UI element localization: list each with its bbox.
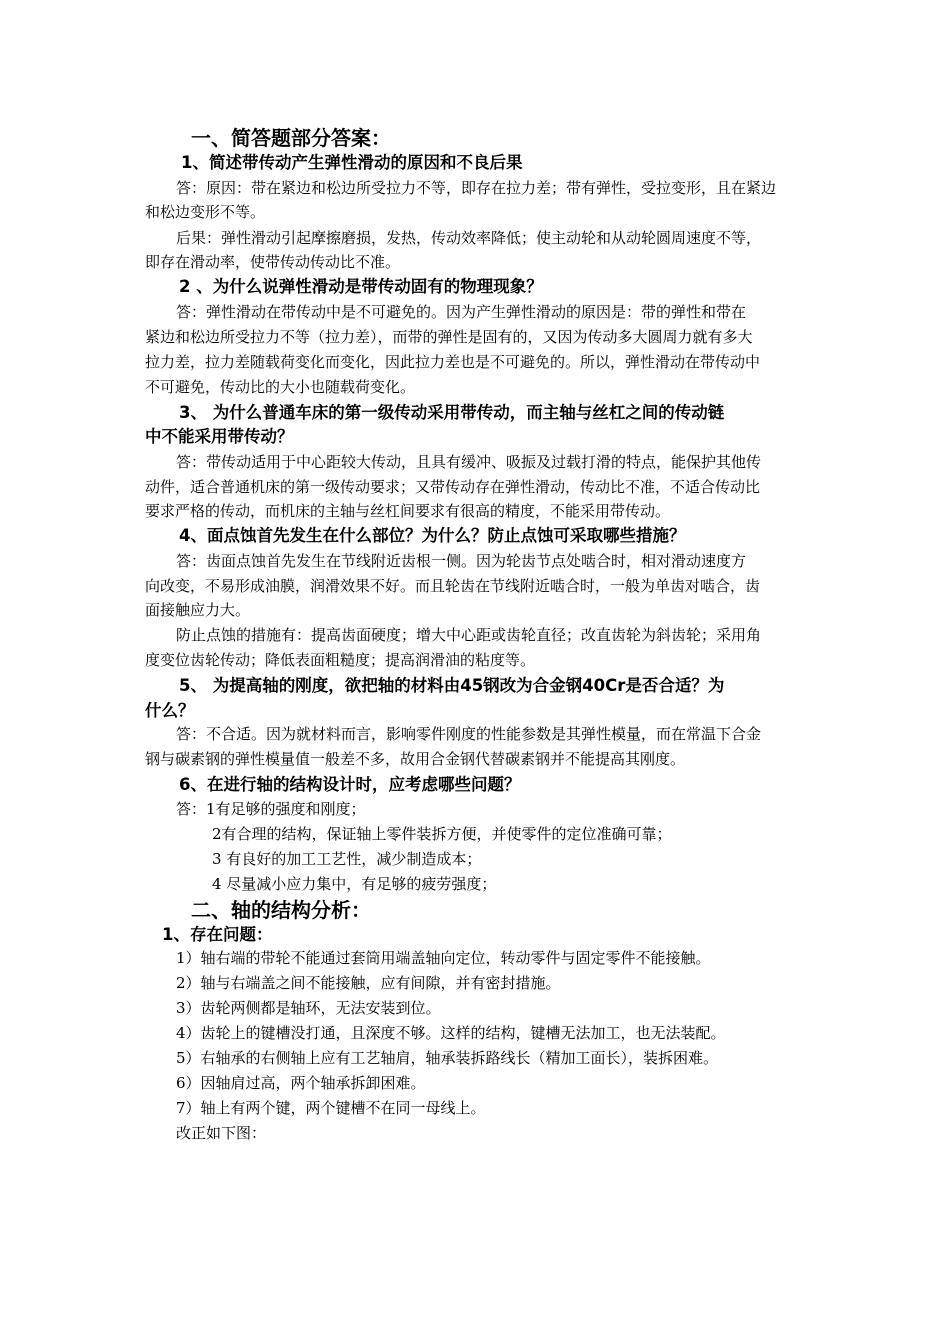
question-6-title: 6、在进行轴的结构设计时，应考虑哪些问题？ [179, 775, 521, 794]
answer-4-line-5: 度变位齿轮传动；降低表面粗糙度；提高润滑油的粘度等。 [145, 651, 536, 669]
issue-item: 3）齿轮两侧都是轴环，无法安装到位。 [176, 999, 441, 1017]
question-3-title-line-1: 3、 为什么普通车床的第一级传动采用带传动，而主轴与丝杠之间的传动链 [179, 403, 725, 422]
question-1-title: 1、简述带传动产生弹性滑动的原因和不良后果 [181, 153, 523, 172]
answer-2-line-2: 紧边和松边所受拉力不等（拉力差），而带的弹性是固有的，又因为传动多大圆周力就有多大 [145, 328, 753, 346]
answer-2-line-3: 拉力差，拉力差随载荷变化而变化，因此拉力差也是不可避免的。所以，弹性滑动在带传动中 [145, 353, 761, 371]
section-2-subtitle: 1、存在问题： [162, 925, 273, 944]
answer-4-line-4: 防止点蚀的措施有：提高齿面硬度；增大中心距或齿轮直径；改直齿轮为斜齿轮；采用角 [176, 626, 762, 644]
answer-5-line-1: 答：不合适。因为就材料而言，影响零件刚度的性能参数是其弹性模量，而在常温下合金 [176, 725, 762, 743]
question-5-title-line-1: 5、 为提高轴的刚度，欲把轴的材料由45钢改为合金钢40Cr是否合适？为 [179, 676, 725, 695]
answer-1-line-4: 即存在滑动率，使带传动传动比不准。 [145, 253, 401, 271]
answer-4-line-2: 向改变，不易形成油膜，润滑效果不好。而且轮齿在节线附近啮合时，一般为单齿对啮合，齿 [145, 577, 761, 595]
issue-item: 2）轴与右端盖之间不能接触，应有间隙，并有密封措施。 [176, 974, 561, 992]
issue-item: 7）轴上有两个键，两个键槽不在同一母线上。 [176, 1099, 486, 1117]
answer-6-line-1: 答：1有足够的强度和刚度； [176, 800, 366, 818]
answer-6-line-3: 3 有良好的加工工艺性，减少制造成本； [212, 850, 482, 868]
answer-1-line-1: 答：原因：带在紧边和松边所受拉力不等，即存在拉力差；带有弹性，受拉变形，且在紧边 [176, 179, 777, 197]
issue-item: 4）齿轮上的键槽没打通，且深度不够。这样的结构，键槽无法加工，也无法装配。 [176, 1024, 726, 1042]
answer-1-line-3: 后果：弹性滑动引起摩擦磨损，发热，传动效率降低；使主动轮和从动轮圆周速度不等， [176, 229, 762, 247]
answer-4-line-3: 面接触应力大。 [145, 601, 251, 619]
question-4-title: 4、面点蚀首先发生在什么部位？为什么？防止点蚀可采取哪些措施？ [179, 526, 686, 545]
answer-2-line-1: 答：弹性滑动在带传动中是不可避免的。因为产生弹性滑动的原因是：带的弹性和带在 [176, 303, 747, 321]
answer-6-line-4: 4 尽量减小应力集中，有足够的疲劳强度； [212, 875, 497, 893]
answer-3-line-2: 动件，适合普通机床的第一级传动要求；又带传动存在弹性滑动，传动比不准，不适合传动比 [145, 478, 761, 496]
section-2-title: 二、轴的结构分析： [191, 898, 371, 922]
answer-3-line-3: 要求严格的传动，而机床的主轴与丝杠间要求有很高的精度，不能采用带传动。 [145, 502, 671, 520]
answer-3-line-1: 答：带传动适用于中心距较大传动，且具有缓冲、吸振及过载打滑的特点，能保护其他传 [176, 453, 762, 471]
answer-5-line-2: 钢与碳素钢的弹性模量值一般差不多，故用合金钢代替碳素钢并不能提高其刚度。 [145, 750, 686, 768]
answer-4-line-1: 答：齿面点蚀首先发生在节线附近齿根一侧。因为轮齿节点处啮合时，相对滑动速度方 [176, 552, 747, 570]
answer-2-line-4: 不可避免，传动比的大小也随载荷变化。 [145, 378, 416, 396]
fix-caption: 改正如下图： [176, 1124, 267, 1142]
question-5-title-line-2: 什么？ [145, 701, 195, 720]
issue-item: 6）因轴肩过高，两个轴承拆卸困难。 [176, 1074, 426, 1092]
answer-6-line-2: 2有合理的结构，保证轴上零件装拆方便，并使零件的定位准确可靠； [212, 825, 672, 843]
answer-1-line-2: 和松边变形不等。 [145, 203, 266, 221]
section-1-title: 一、简答题部分答案： [191, 126, 391, 150]
question-3-title-line-2: 中不能采用带传动？ [145, 427, 294, 446]
issue-item: 5）右轴承的右侧轴上应有工艺轴肩，轴承装拆路线长（精加工面长），装拆困难。 [176, 1049, 719, 1067]
question-2-title: 2 、为什么说弹性滑动是带传动固有的物理现象？ [179, 277, 543, 296]
issue-item: 1）轴右端的带轮不能通过套筒用端盖轴向定位，转动零件与固定零件不能接触。 [176, 949, 711, 967]
